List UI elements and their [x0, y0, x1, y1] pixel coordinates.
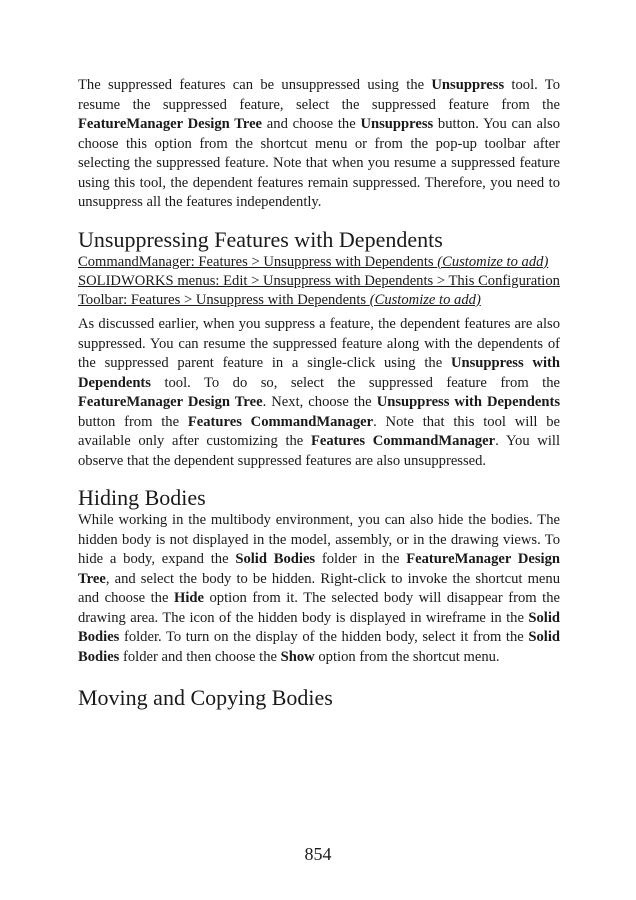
text-run: tool. To do so, select the suppressed feature from the	[150, 374, 560, 391]
bold-term: Hide	[173, 590, 204, 607]
bold-term: FeatureManager Design Tree	[78, 394, 263, 411]
text-run: . Note that this tool will be available only after customizing the	[78, 413, 560, 450]
text-run: button. You can also choose this option from the shortcut menu or from the pop-up toolbar after selecting the suppressed feature. Note that when you resume a suppressed feature using this tool, the dependent features remain suppressed. Therefore, you need to unsuppress all the features independently.	[78, 116, 560, 210]
text-run: . You will observe that the dependent suppressed features are also unsuppressed.	[78, 433, 561, 469]
page-number: 854	[304, 844, 332, 864]
text-run: tool. To resume the suppressed feature, select the suppressed feature from the	[78, 77, 560, 113]
command-path-text: Toolbar: Features > Unsuppress with Dependents	[78, 291, 370, 308]
text-run: While working in the multibody environment, you can also hide the bodies. The hidden body is not displayed in the model, assembly, or in the drawing views. To hide a body, expand the	[78, 512, 560, 568]
text-run: As discussed earlier, when you suppress a feature, the dependent features are also suppressed. You can resume the suppressed feature along with the dependents of the suppressed parent feature in a single-click using the	[78, 316, 560, 372]
bold-term: Features CommandManager	[310, 433, 496, 450]
section-heading-moving-copying: Moving and Copying Bodies	[78, 685, 333, 711]
intro-paragraph	[78, 76, 560, 213]
bold-term: Unsuppress with Dependents	[78, 355, 560, 391]
text-run: . Next, choose the	[262, 394, 377, 411]
command-path-text: CommandManager: Features > Unsuppress with Dependents	[78, 253, 438, 270]
bold-term: Solid Bodies	[78, 609, 560, 646]
text-run: folder in the	[315, 551, 407, 568]
text-run: The suppressed features can be unsuppressed using the	[78, 77, 432, 93]
customize-note: (Customize to add)	[369, 291, 481, 308]
menu-path	[78, 272, 560, 291]
bold-term: Unsuppress	[431, 77, 505, 93]
bold-term: FeatureManager Design Tree	[78, 551, 560, 587]
text-run: option from it. The selected body will disappear from the drawing area. The icon of the hidden body is displayed in wireframe in the	[78, 590, 560, 626]
bold-term: Solid Bodies	[235, 551, 316, 568]
bold-term: Unsuppress with Dependents	[376, 394, 560, 411]
command-path-text: SOLIDWORKS menus: Edit > Unsuppress with Dependents > This Configuration	[78, 272, 560, 289]
text-run: , and select the body to be hidden. Right-click to invoke the shortcut menu and choose the	[78, 570, 560, 607]
customize-note: (Customize to add)	[437, 253, 549, 270]
toolbar-path	[78, 291, 560, 310]
bold-term: Features CommandManager	[187, 413, 374, 430]
bold-term: Unsuppress	[360, 116, 434, 132]
unsuppress-paragraph	[78, 315, 560, 471]
section-heading-hiding-bodies: Hiding Bodies	[78, 485, 206, 511]
page-content	[78, 76, 560, 711]
bold-term: Solid Bodies	[78, 629, 560, 665]
bold-term: Show	[280, 648, 315, 665]
command-manager-path	[78, 253, 560, 272]
text-run: folder. To turn on the display of the hidden body, select it from the	[119, 629, 529, 646]
section-heading-unsuppressing: Unsuppressing Features with Dependents	[78, 226, 443, 252]
text-run: and choose the	[262, 116, 361, 132]
text-run: button from the	[78, 413, 188, 430]
hiding-paragraph	[78, 511, 560, 667]
text-run: option from the shortcut menu.	[314, 648, 500, 665]
text-run: folder and then choose the	[119, 648, 281, 665]
bold-term: FeatureManager Design Tree	[78, 116, 263, 132]
